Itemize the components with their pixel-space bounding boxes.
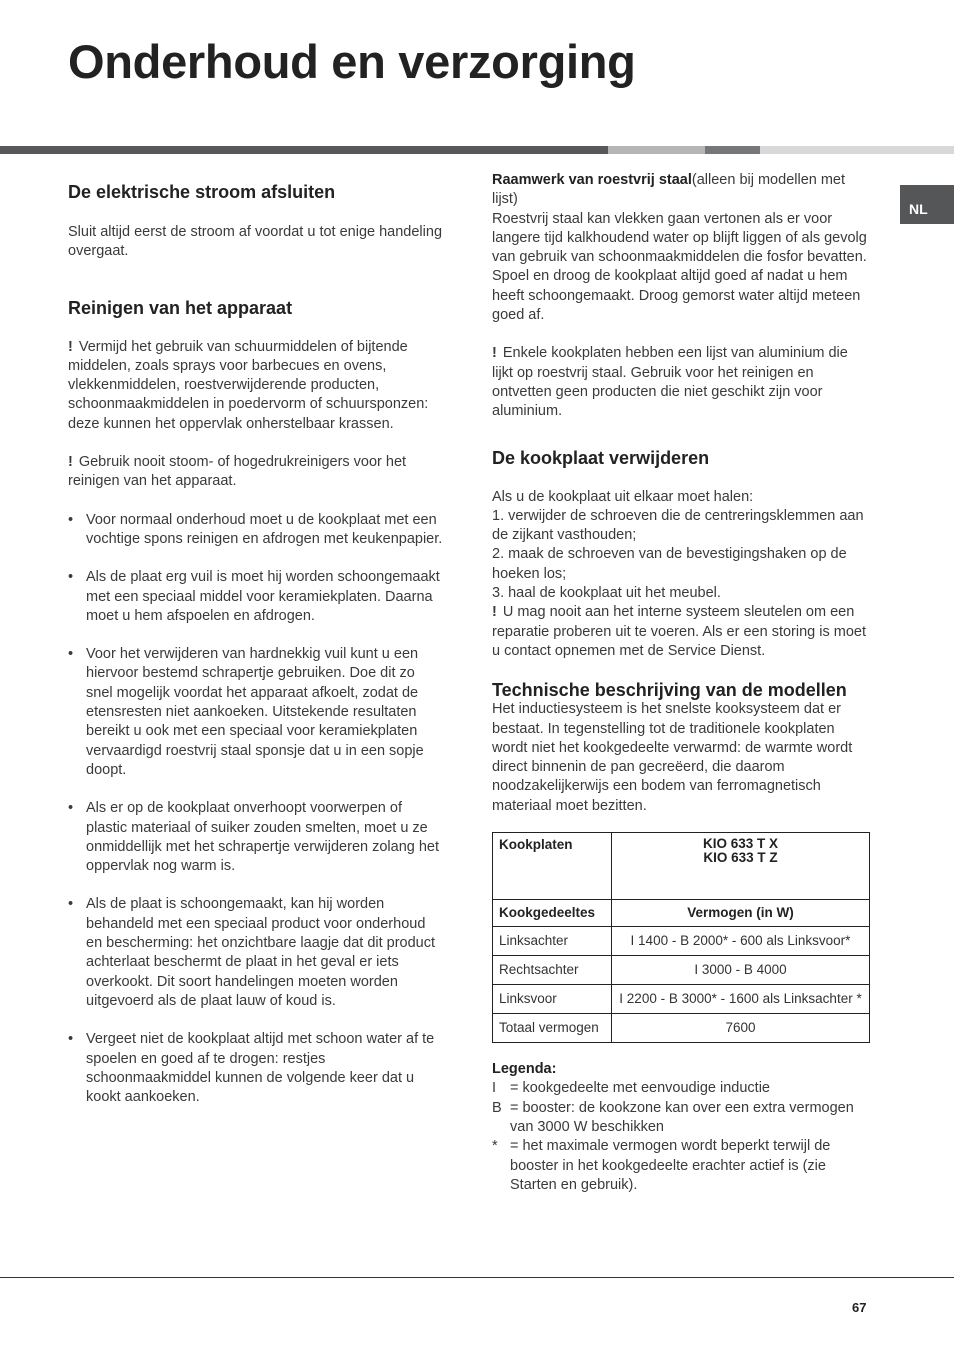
list-item [68,1030,443,1107]
table-header-cell: Kookgedeeltes [493,900,612,927]
legend-symbol: B [492,1099,502,1116]
table-header-models [493,833,870,900]
list-item-text: Als de plaat erg vuil is moet hij worden schoongemaakt met een speciaal middel voor keramiekplaten. Daarna moet u hem afspoelen en afdrogen. [86,569,440,624]
bullet-icon: • [68,896,74,913]
technical-text: Het inductiesysteem is het snelste kooksysteem dat er bestaat. In tegenstelling tot de traditionele kookplaten wordt niet het kookgedeelte verwarmd: de warmte wordt direct binnenin de pan gecreëerd, die daarom noodzakelijkerwijs een bodem van ferromagnetisch materiaal moet bezitten. [492,701,853,814]
list-item [68,799,443,876]
legend-text: = kookgedeelte met eenvoudige inductie [510,1080,770,1097]
frame-note: (alleen bij modellen met lijst) [492,172,846,208]
list-item-text: Voor normaal onderhoud moet u de kookplaat met een vochtige spons reinigen en afdrogen met keukenpapier. [86,511,443,547]
page-number: 67 [852,1300,867,1315]
cleaning-list [68,511,443,1108]
legend-symbol: * [492,1138,498,1155]
warning-icon: ! [68,338,73,355]
page-title: Onderhoud en verzorging [68,35,636,88]
list-item [68,568,443,626]
header-bar-mid [705,146,760,154]
table-row [493,956,870,985]
warning-steam [68,453,443,492]
bullet-icon: • [68,1031,74,1048]
bullet-icon: • [68,511,74,528]
warning-abrasives [68,338,443,434]
model-name: KIO 633 T Z [703,850,778,866]
list-item-text: Vergeet niet de kookplaat altijd met schoon water af te spoelen en goed af te drogen: restjes schoonmaakmiddel kunnen de volgende keer dat u kookt aankoeken. [86,1031,435,1106]
legend [492,1060,870,1195]
table-row [493,985,870,1014]
frame-heading: Raamwerk van roestvrij staal [492,172,692,188]
power-text: Sluit altijd eerst de stroom af voordat u tot enige handeling overgaat. [68,224,443,260]
footer-divider [0,1277,954,1278]
model-name: KIO 633 T X [702,836,779,852]
legend-text: = het maximale vermogen wordt beperkt terwijl de booster in het kookgedeelte erachter actief is (zie Starten en gebruik). [510,1138,831,1193]
warning-icon: ! [492,604,497,621]
table-cell: Linksvoor [493,985,612,1014]
frame-paragraph-1: Roestvrij staal kan vlekken gaan vertonen als er voor langere tijd kalkhoudend water op blijft liggen of als gevolg van gebruik van schoonmaakmiddelen die fosfor bevatten. [492,210,867,266]
table-cell: Linksachter [493,927,612,956]
warning-text: Vermijd het gebruik van schuurmiddelen of bijtende middelen, zoals sprays voor barbecues en ovens, vlekkenmiddelen, roestverwijderende producten, schoonmaakmiddelen in poedervorm of schuursponzen: deze kunnen het oppervlak onherstelbaar krassen. [68,338,429,432]
table-header-cell: Vermogen (in W) [612,900,870,927]
warning-text: Gebruik nooit stoom- of hogedrukreinigers voor het reinigen van het apparaat. [68,454,407,490]
language-tab: NL [900,185,954,224]
table-cell: Rechtsachter [493,956,612,985]
legend-title: Legenda: [492,1061,557,1078]
list-item [68,511,443,550]
bullet-icon: • [68,646,74,663]
header-bar-pale [760,146,954,154]
left-column [68,182,443,1107]
section-heading-power: De elektrische stroom afsluiten [68,182,336,202]
bullet-icon: • [68,569,74,586]
warning-icon: ! [492,345,497,362]
legend-item [492,1099,870,1138]
list-item-text: Als de plaat is schoongemaakt, kan hij worden behandeld met een speciaal product voor onderhoud en bescherming: het onzichtbare laagje dat dit product achterlaat beschermt de plaat in het geval er iets overkookt. Dit soort handelingen moeten worden uitgevoerd als de plaat lauw of koud is. [86,896,436,1009]
warning-repair [492,603,870,661]
removal-step-2: 2. maak de schroeven van de bevestigingshaken op de hoeken los; [492,546,847,582]
warning-icon: ! [68,454,73,471]
table-header-cell [612,833,870,900]
removal-intro: Als u de kookplaat uit elkaar moet halen: [492,488,754,505]
section-heading-technical: Technische beschrijving van de modellen [492,680,847,701]
table-row [493,1014,870,1043]
legend-symbol: I [492,1080,497,1097]
table-cell: Totaal vermogen [493,1014,612,1043]
table-cell: I 3000 - B 4000 [612,956,870,985]
header-bar-dark [0,146,608,154]
legend-item [492,1137,870,1195]
table-cell: I 1400 - B 2000* - 600 als Linksvoor* [612,927,870,956]
legend-text: = booster: de kookzone kan over een extra vermogen van 3000 W beschikken [510,1099,854,1135]
table-cell: 7600 [612,1014,870,1043]
header-bar-light [608,146,705,154]
warning-text: U mag nooit aan het interne systeem sleutelen om een reparatie proberen uit te voeren. Als er een storing is moet u contact opnemen met de Service Dienst. [492,604,866,659]
section-heading-removal: De kookplaat verwijderen [492,447,710,468]
spec-table [492,832,870,1043]
removal-step-3: 3. haal de kookplaat uit het meubel. [492,585,721,602]
table-header-cell: Kookplaten [493,833,612,900]
removal-step-1: 1. verwijder de schroeven die de centreringsklemmen aan de zijkant vasthouden; [492,507,864,544]
right-column [492,171,870,1195]
list-item-text: Als er op de kookplaat onverhoopt voorwerpen of plastic materiaal of suiker zouden smelten, moet u ze onmiddellijk met het schrapertje verwijderen zolang het oppervlak nog warm is. [86,800,440,875]
list-item [68,895,443,1011]
frame-paragraph-2: Spoel en droog de kookplaat altijd goed af nadat u hem heeft schoongemaakt. Droog gemorst water altijd meteen goed af. [492,268,861,324]
bullet-icon: • [68,800,74,817]
frame-intro [492,171,870,210]
warning-aluminium [492,344,870,421]
list-item-text: Voor het verwijderen van hardnekkig vuil kunt u een hiervoor bestemd schrapertje gebruiken. Doe dit zo snel mogelijk voordat het apparaat afkoelt, zodat de etensresten niet aankoeken. Uitstekende resultaten bereikt u ook met een speciaal voor keramiekplaten vervaardigd roestvrij staal sponsje dat u in een sopje doopt. [86,646,424,778]
table-header-zones [493,900,870,927]
warning-text: Enkele kookplaten hebben een lijst van aluminium die lijkt op roestvrij staal. Gebruik voor het reinigen en ontvetten geen producten die niet geschikt zijn voor aluminium. [492,345,848,420]
list-item [68,645,443,780]
table-cell: I 2200 - B 3000* - 1600 als Linksachter * [612,985,870,1014]
table-row [493,927,870,956]
section-heading-cleaning: Reinigen van het apparaat [68,297,293,318]
legend-item [492,1079,870,1098]
